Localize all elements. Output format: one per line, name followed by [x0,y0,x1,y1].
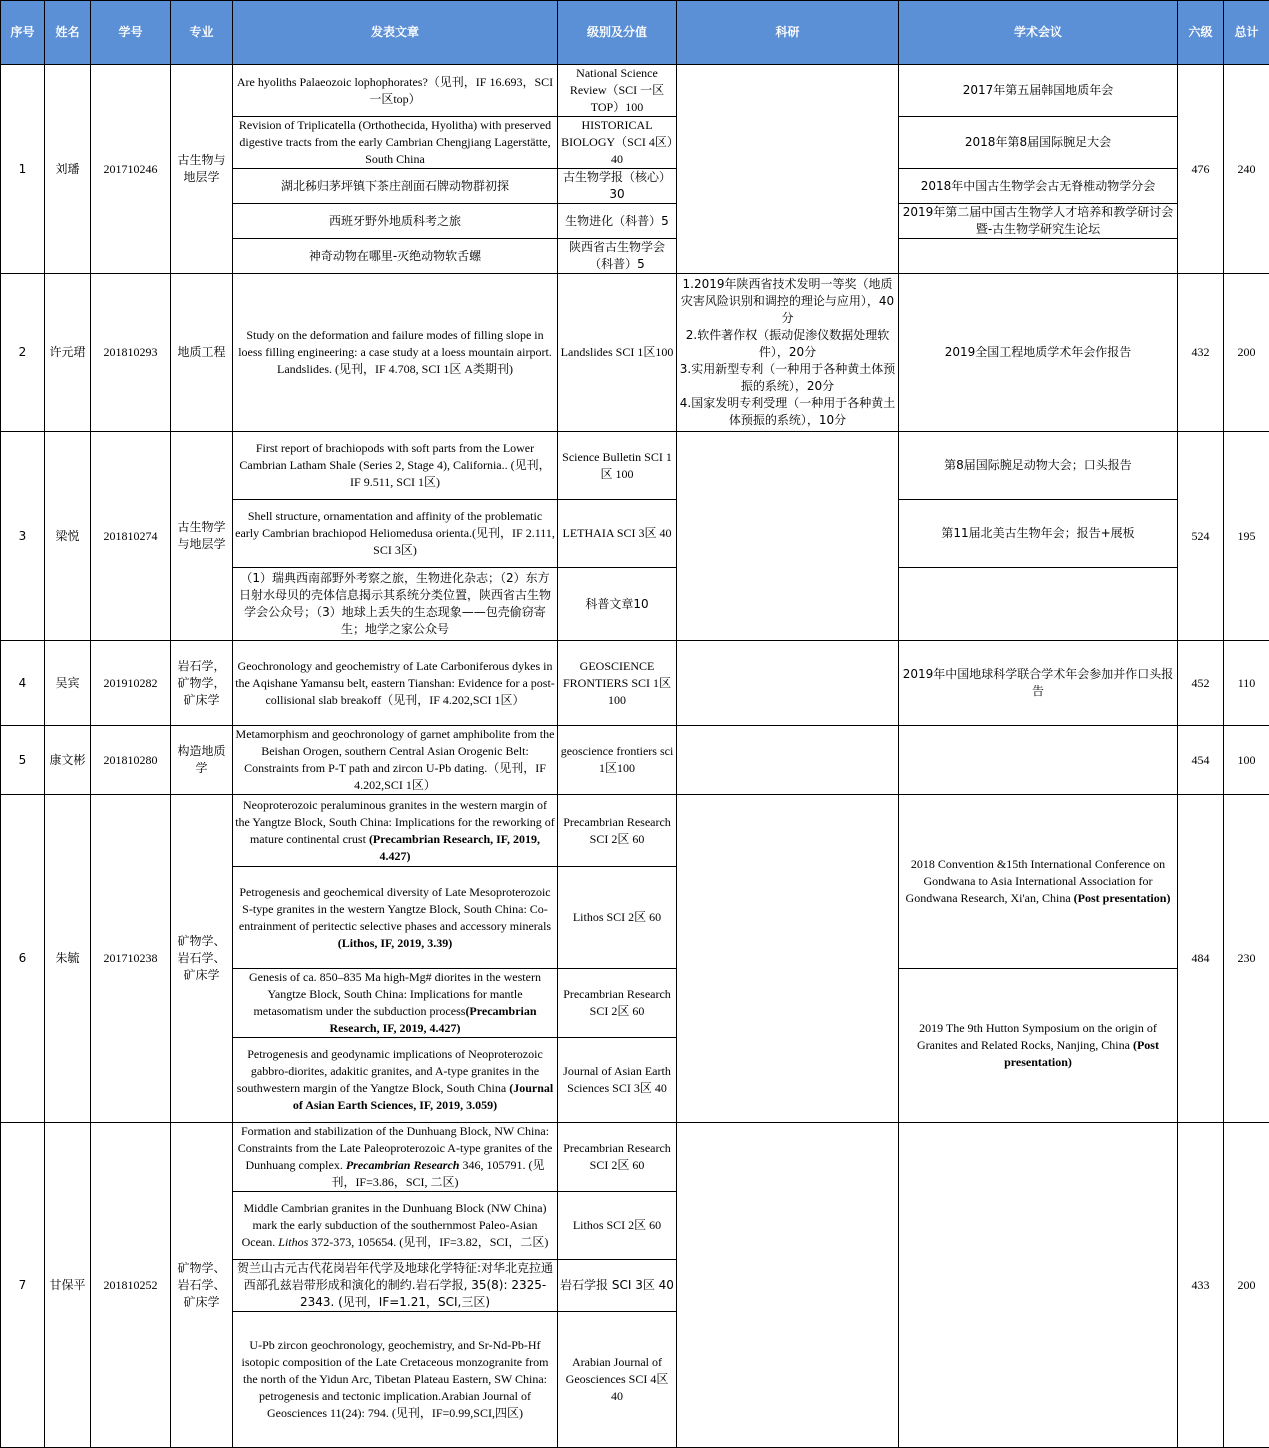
conference-cell: 2019全国工程地质学术年会作报告 [899,274,1178,432]
level-cell: Precambrian Research SCI 2区 60 [558,795,677,867]
conference-cell: 第8届国际腕足动物大会；口头报告 [899,432,1178,500]
major-cell: 矿物学、岩石学、矿床学 [171,1123,233,1448]
level-cell: Precambrian Research SCI 2区 60 [558,969,677,1038]
cet6-cell: 476 [1178,65,1224,274]
total-cell: 230 [1224,795,1269,1123]
level-cell: 科普文章10 [558,568,677,641]
level-cell: 古生物学报（核心）30 [558,169,677,204]
table-row [1,726,1269,795]
cet6-cell: 484 [1178,795,1224,1123]
conference-cell [899,795,1178,969]
seq-cell: 4 [1,641,45,726]
article-cell [233,969,558,1038]
header-seq: 序号 [1,1,45,65]
article-cell: First report of brachiopods with soft parts from the Lower Cambrian Latham Shale (Series 2, Stage 4), California.. (见刊，IF 9.511, SCI 1区) [233,432,558,500]
cet6-cell: 524 [1178,432,1224,641]
journal-info: (Precambrian Research, IF, 2019, 4.427) [369,832,540,863]
article-cell: 西班牙野外地质科考之旅 [233,204,558,239]
article-title: Neoproterozoic peraluminous granites in the western margin of the Yangtze Block, South China: Implications for the reworking of mature continental crust [235,798,555,846]
header-articles: 发表文章 [233,1,558,65]
conference-note: (Post presentation) [1074,891,1171,905]
article-title: Middle Cambrian granites in the Dunhuang Block (NW China) mark the early subduction of the southernmost Paleo-Asian Ocean. [242,1201,547,1249]
header-major: 专业 [171,1,233,65]
major-cell: 矿物学、岩石学、矿床学 [171,795,233,1123]
seq-cell: 6 [1,795,45,1123]
seq-cell: 2 [1,274,45,432]
id-cell: 201810274 [91,432,171,641]
article-cell: Shell structure, ornamentation and affinity of the problematic early Cambrian brachiopod Heliomedusa orienta.(见刊，IF 2.111, SCI 3区) [233,500,558,568]
conference-cell [899,1123,1178,1448]
cet6-cell: 452 [1178,641,1224,726]
cet6-cell: 454 [1178,726,1224,795]
total-cell: 195 [1224,432,1269,641]
article-cell [233,1038,558,1123]
research-item: 4.国家发明专利受理（一种用于各种黄土体预振的系统），10分 [679,395,896,429]
conference-cell: 2017年第五届韩国地质年会 [899,65,1178,117]
level-cell: LETHAIA SCI 3区 40 [558,500,677,568]
article-cell [233,1192,558,1260]
article-cell: Geochronology and geochemistry of Late Carboniferous dykes in the Aqishane Yamansu belt, eastern Tianshan: Evidence for a post-collisional slab breakoff（见刊，IF 4.202,SCI 1区） [233,641,558,726]
conference-cell: 2019年中国地球科学联合学术年会参加并作口头报告 [899,641,1178,726]
article-title: Petrogenesis and geochemical diversity of Late Mesoproterozoic S-type granites in the western Yangtze Block, South China: Co-entrainment of peritectic selective phases and accessory minerals [239,885,551,933]
cet6-cell: 432 [1178,274,1224,432]
major-cell: 古生物与地层学 [171,65,233,274]
journal-info: Precambrian Research [346,1158,460,1172]
conference-cell [899,568,1178,641]
name-cell: 许元珺 [45,274,91,432]
total-cell: 200 [1224,274,1269,432]
article-title: Formation and stabilization of the Dunhuang Block, NW China: Constraints from the Late Paleoproterozoic A-type granites of the Dunhuang complex. [238,1124,553,1172]
header-research: 科研 [677,1,899,65]
id-cell: 201810293 [91,274,171,432]
id-cell: 201810252 [91,1123,171,1448]
research-cell [677,432,899,641]
name-cell: 刘璠 [45,65,91,274]
id-cell: 201810280 [91,726,171,795]
conference-cell: 2019年第二届中国古生物学人才培养和教学研讨会暨-古生物学研究生论坛 [899,204,1178,239]
total-cell: 100 [1224,726,1269,795]
conference-cell: 第11届北美古生物年会；报告+展板 [899,500,1178,568]
major-cell: 岩石学，矿物学，矿床学 [171,641,233,726]
name-cell: 梁悦 [45,432,91,641]
research-cell [677,641,899,726]
article-tail: 346, 105791. (见刊，IF=3.86，SCI, 二区) [331,1158,544,1189]
journal-info: (Lithos, IF, 2019, 3.39) [338,936,453,950]
header-id: 学号 [91,1,171,65]
level-cell: Science Bulletin SCI 1区 100 [558,432,677,500]
cet6-cell: 433 [1178,1123,1224,1448]
level-cell: geoscience frontiers sci 1区100 [558,726,677,795]
level-cell: Lithos SCI 2区 60 [558,867,677,969]
table-row [1,1123,1269,1192]
research-item: 1.2019年陕西省技术发明一等奖（地质灾害风险识别和调控的理论与应用），40分 [679,276,896,327]
conference-cell: 2018年第8届国际腕足大会 [899,117,1178,169]
research-item: 3.实用新型专利（一种用于各种黄土体预振的系统），20分 [679,361,896,395]
table-row [1,274,1269,432]
research-cell [677,726,899,795]
article-cell: Are hyoliths Palaeozoic lophophorates?（见刊，IF 16.693，SCI 一区top） [233,65,558,117]
article-cell: Revision of Triplicatella (Orthothecida, Hyolitha) with preserved digestive tracts from the early Cambrian Chengjiang Lagerstätte, South China [233,117,558,169]
table-row [1,432,1269,500]
journal-info: Lithos [278,1235,308,1249]
level-cell: Precambrian Research SCI 2区 60 [558,1123,677,1192]
level-cell: National Science Review（SCI 一区TOP）100 [558,65,677,117]
table-row [1,641,1269,726]
journal-info: (Precambrian Research, IF, 2019, 4.427) [330,1004,537,1035]
header-conference: 学术会议 [899,1,1178,65]
article-cell: 湖北秭归茅坪镇下茶庄剖面石牌动物群初探 [233,169,558,204]
research-cell [677,274,899,432]
level-cell: 生物进化（科普）5 [558,204,677,239]
seq-cell: 3 [1,432,45,641]
header-name: 姓名 [45,1,91,65]
article-cell [233,867,558,969]
conference-cell [899,969,1178,1123]
conference-note: (Post presentation) [1004,1038,1159,1069]
article-tail: 372-373, 105654. (见刊，IF=3.82，SCI，二区) [311,1235,548,1249]
conference-cell: 2018年中国古生物学会古无脊椎动物学分会 [899,169,1178,204]
level-cell: Arabian Journal of Geosciences SCI 4区 40 [558,1312,677,1448]
article-cell: U-Pb zircon geochronology, geochemistry, and Sr-Nd-Pb-Hf isotopic composition of the Late Cretaceous monzogranite from the north of the Yidun Arc, Tibetan Plateau Eastern, SW China: petrogenesis and tectonic implication.Arabian Journal of Geosciences 11(24): 794. (见刊，IF=0.99,SCI,四区) [233,1312,558,1448]
article-cell: 贺兰山古元古代花岗岩年代学及地球化学特征:对华北克拉通西部孔兹岩带形成和演化的制约.岩石学报, 35(8): 2325-2343. (见刊，IF=1.21，SCI,三区) [233,1260,558,1312]
table-row [1,795,1269,867]
conference-cell [899,239,1178,274]
level-cell: 陕西省古生物学会（科普）5 [558,239,677,274]
article-cell [233,1123,558,1192]
total-cell: 200 [1224,1123,1269,1448]
level-cell: 岩石学报 SCI 3区 40 [558,1260,677,1312]
header-level: 级别及分值 [558,1,677,65]
research-item: 2.软件著作权（振动促渗仪数据处理软件），20分 [679,327,896,361]
seq-cell: 7 [1,1123,45,1448]
name-cell: 吴宾 [45,641,91,726]
name-cell: 朱毓 [45,795,91,1123]
id-cell: 201710238 [91,795,171,1123]
id-cell: 201910282 [91,641,171,726]
header-cet6: 六级 [1178,1,1224,65]
conference-title: 2018 Convention &15th International Conference on Gondwana to Asia International Association for Gondwana Research, Xi'an, China [906,857,1166,905]
research-cell [677,795,899,1123]
total-cell: 110 [1224,641,1269,726]
major-cell: 古生物学与地层学 [171,432,233,641]
conference-cell [899,726,1178,795]
article-title: Petrogenesis and geodynamic implications of Neoproterozoic gabbro-diorites, adakitic granites, and A-type granites in the southwestern margin of the Yangtze Block, South China [237,1047,543,1095]
article-title: Genesis of ca. 850–835 Ma high-Mg# diorites in the western Yangtze Block, South China: Implications for mantle metasomatism under the subduction process [249,970,541,1018]
research-cell [677,65,899,274]
total-cell: 240 [1224,65,1269,274]
article-cell [233,795,558,867]
article-cell: Study on the deformation and failure modes of filling slope in loess filling engineering: a case study at a loess mountain airport. Landslides. (见刊，IF 4.708, SCI 1区 A类期刊) [233,274,558,432]
major-cell: 地质工程 [171,274,233,432]
journal-info: (Journal of Asian Earth Sciences, IF, 2019, 3.059) [293,1081,553,1112]
seq-cell: 5 [1,726,45,795]
article-cell: 神奇动物在哪里-灭绝动物软舌螺 [233,239,558,274]
table-row [1,65,1269,117]
level-cell: HISTORICAL BIOLOGY（SCI 4区）40 [558,117,677,169]
major-cell: 构造地质学 [171,726,233,795]
name-cell: 康文彬 [45,726,91,795]
level-cell: Landslides SCI 1区100 [558,274,677,432]
id-cell: 201710246 [91,65,171,274]
conference-title: 2019 The 9th Hutton Symposium on the origin of Granites and Related Rocks, Nanjing, China [917,1021,1157,1052]
level-cell: GEOSCIENCE FRONTIERS SCI 1区 100 [558,641,677,726]
level-cell: Lithos SCI 2区 60 [558,1192,677,1260]
level-cell: Journal of Asian Earth Sciences SCI 3区 40 [558,1038,677,1123]
research-cell [677,1123,899,1448]
article-cell: （1）瑞典西南部野外考察之旅，生物进化杂志；（2）东方日射水母贝的壳体信息揭示其系统分类位置，陕西省古生物学会公众号；（3）地球上丢失的生态现象——包壳偷窃寄生；地学之家公众号 [233,568,558,641]
seq-cell: 1 [1,65,45,274]
name-cell: 甘保平 [45,1123,91,1448]
header-row [1,1,1269,65]
article-cell: Metamorphism and geochronology of garnet amphibolite from the Beishan Orogen, southern Central Asian Orogenic Belt: Constraints from P-T path and zircon U-Pb dating.（见刊，IF 4.202,SCI 1区） [233,726,558,795]
header-total: 总计 [1224,1,1269,65]
